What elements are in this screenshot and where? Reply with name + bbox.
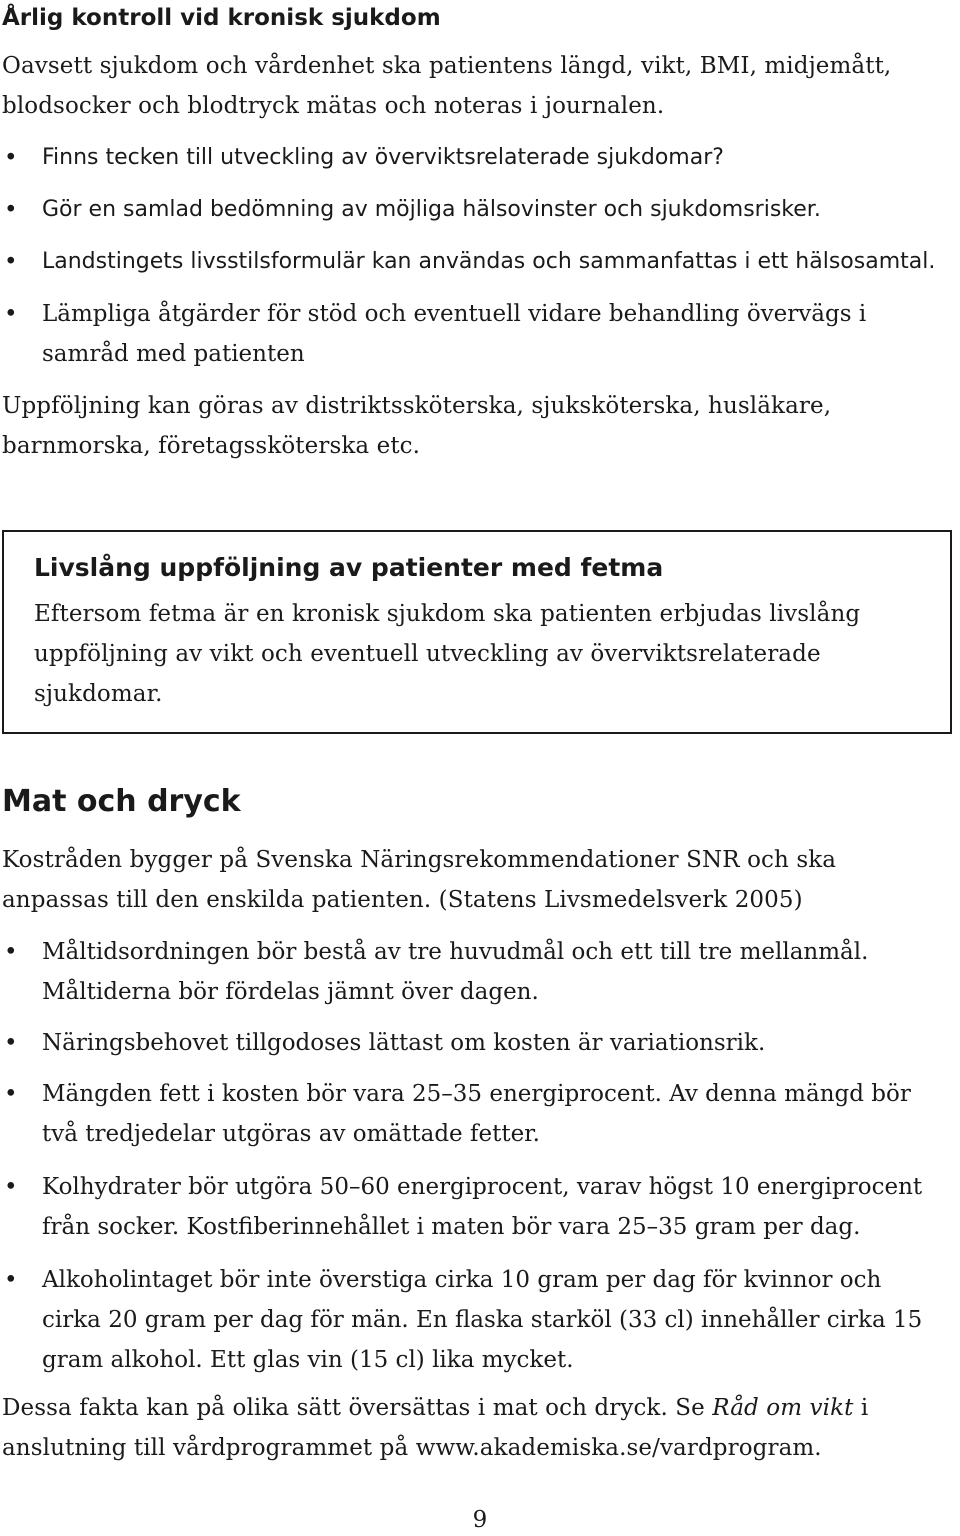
bullet-icon: •: [4, 1030, 18, 1056]
list-item: • Alkoholintaget bör inte överstiga cirka 10 gram per dag för kvinnor och cirka 20 gram per dag för män. En flaska starköl (33 cl) innehåller cirka 15 gram alkohol. Ett glas vin (15 cl) lika mycket.: [2, 1260, 942, 1380]
list-item: • Landstingets livsstilsformulär kan användas och sammanfattas i ett hälsosamtal.: [2, 242, 942, 282]
bullet-icon: •: [4, 197, 18, 223]
section2-content: [2, 840, 942, 1468]
section1-content: [2, 46, 942, 466]
bullet-icon: •: [4, 939, 18, 965]
bullet-icon: •: [4, 249, 18, 275]
closing-text: Dessa fakta kan på olika sätt översättas i mat och dryck. Se Råd om vikt i anslutning till vårdprogrammet på www.akademiska.se/vardprogram.: [2, 1395, 869, 1461]
list-item: • Näringsbehovet tillgodoses lättast om kosten är variationsrik.: [2, 1023, 942, 1063]
box-title: Livslång uppföljning av patienter med fetma: [34, 553, 664, 582]
bullet-icon: •: [4, 1174, 18, 1200]
list-item: • Gör en samlad bedömning av möjliga hälsovinster och sjukdomsrisker.: [2, 190, 942, 230]
list-item: • Lämpliga åtgärder för stöd och eventuell vidare behandling övervägs i samråd med patienten: [2, 294, 942, 374]
food-drink-bullet-list: [2, 932, 942, 1380]
section-heading-annual-check: Årlig kontroll vid kronisk sjukdom: [2, 5, 441, 31]
food-drink-intro: Kostråden bygger på Svenska Näringsrekommendationer SNR och ska anpassas till den enskilda patienten. (Statens Livsmedelsverk 2005): [2, 847, 837, 913]
annual-check-bullet-list: [2, 138, 942, 374]
list-item: • Kolhydrater bör utgöra 50–60 energiprocent, varav högst 10 energiprocent från socker. Kostfiberinnehållet i maten bör vara 25–35 gram per dag.: [2, 1167, 942, 1247]
list-item: • Mängden fett i kosten bör vara 25–35 energiprocent. Av denna mängd bör två tredjedelar utgöras av omättade fetter.: [2, 1074, 942, 1154]
bullet-icon: •: [4, 301, 18, 327]
section-heading-food-drink: Mat och dryck: [2, 784, 241, 819]
bullet-icon: •: [4, 145, 18, 171]
bullet-icon: •: [4, 1267, 18, 1293]
bullet-icon: •: [4, 1081, 18, 1107]
followup-text: Uppföljning kan göras av distriktssköterska, sjuksköterska, husläkare, barnmorska, företagssköterska etc.: [2, 393, 832, 459]
list-item: • Måltidsordningen bör bestå av tre huvudmål och ett till tre mellanmål. Måltiderna bör fördelas jämnt över dagen.: [2, 932, 942, 1012]
list-item: • Finns tecken till utveckling av överviktsrelaterade sjukdomar?: [2, 138, 942, 178]
annual-check-intro: Oavsett sjukdom och vårdenhet ska patientens längd, vikt, BMI, midjemått, blodsocker och blodtryck mätas och noteras i journalen.: [2, 53, 892, 119]
guide-title: Råd om vikt: [712, 1395, 854, 1421]
page-number: 9: [472, 1507, 488, 1533]
lifelong-followup-box: [2, 530, 952, 734]
box-text: Eftersom fetma är en kronisk sjukdom ska patienten erbjudas livslång uppföljning av vikt och eventuell utveckling av överviktsrelaterade sjukdomar.: [34, 601, 861, 707]
